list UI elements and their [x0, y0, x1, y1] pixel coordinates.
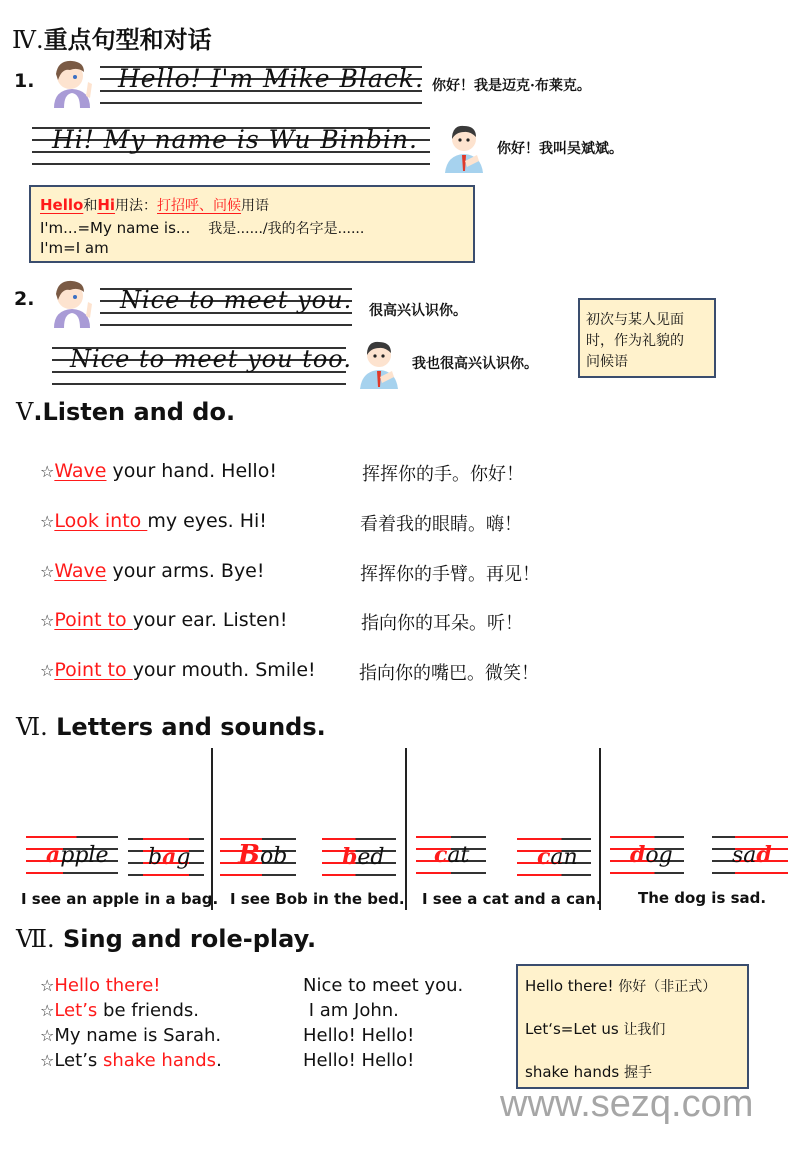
note-1-line-2: [40, 218, 364, 238]
song-line-2: ☆Let’s be friends.: [40, 1000, 199, 1021]
note-hi: Hi: [97, 196, 116, 214]
phrases-note-line-1: Hello there! 你好（非正式）: [525, 977, 717, 995]
note-hello: Hello: [40, 196, 84, 214]
listen-item-3-zh: 挥挥你的手臂。再见！: [360, 564, 540, 585]
song-line-3: ☆My name is Sarah.: [40, 1025, 222, 1046]
note-line-2-zh: 我是....../我的名字是......: [208, 221, 365, 237]
star-icon: ☆: [40, 611, 55, 630]
star-icon: ☆: [40, 512, 55, 531]
listen-item-1: [40, 460, 277, 482]
song-right-3: Hello! Hello!: [303, 1025, 415, 1046]
divider: [405, 748, 407, 910]
word-can: can: [517, 838, 591, 882]
note-1-line-1: [40, 195, 269, 215]
listen-item-1-rest: your hand. Hello!: [106, 460, 277, 482]
greeting-note-line-2: 时，作为礼貌的: [586, 333, 684, 349]
section-5-numeral: Ⅴ: [16, 398, 34, 426]
section-7-numeral: Ⅶ.: [16, 925, 55, 953]
wu-binbin-avatar-icon-2: [358, 337, 400, 389]
listen-item-5-key: Point to: [54, 659, 133, 681]
phrases-note-line-3: shake hands 握手: [525, 1063, 652, 1081]
listen-item-1-key: Wave: [54, 460, 107, 482]
section-7-heading: [16, 925, 316, 953]
listen-item-3-rest: your arms. Bye!: [106, 560, 265, 582]
dialog-2-line-1: Nice to meet you.: [120, 286, 353, 314]
listen-item-4-zh: 指向你的耳朵。听！: [361, 613, 523, 634]
listen-item-4: [40, 609, 288, 631]
song-line-4: ☆Let’s shake hands.: [40, 1050, 222, 1071]
note-purpose: 打招呼、问候: [157, 198, 242, 214]
listen-item-2-rest: my eyes. Hi!: [147, 510, 267, 532]
greeting-note: [578, 298, 716, 378]
listen-item-5-rest: your mouth. Smile!: [132, 659, 316, 681]
dialog-1-number: 1.: [14, 70, 35, 92]
section-6-numeral: Ⅵ.: [16, 713, 48, 741]
listen-item-2: [40, 510, 267, 532]
hello-hi-usage-note: [29, 185, 475, 263]
dialog-2-line-1-zh: 很高兴认识你。: [369, 303, 467, 319]
section-5-title: .Listen and do.: [33, 398, 236, 426]
star-icon: ☆: [40, 1001, 55, 1020]
note-usage: 用法：: [115, 198, 158, 214]
word-bed: bed: [322, 838, 396, 882]
song-right-1: Nice to meet you.: [303, 975, 464, 996]
listen-item-5-zh: 指向你的嘴巴。微笑！: [359, 663, 539, 684]
listen-item-2-key: Look into: [54, 510, 148, 532]
listen-item-5: [40, 659, 316, 681]
caption-2: I see Bob in the bed.: [230, 890, 405, 908]
dialog-1-line-2-zh: 你好！我叫吴斌斌。: [497, 141, 623, 157]
word-apple: apple: [26, 836, 118, 880]
listen-item-3-key: Wave: [54, 560, 107, 582]
wu-binbin-avatar-icon: [443, 121, 485, 173]
section-4-title: 重点句型和对话: [43, 25, 212, 54]
dialog-2-number: 2.: [14, 288, 35, 310]
word-bob: Bob: [220, 838, 296, 882]
word-bag: bag: [128, 838, 204, 882]
note-line-2-en: I'm...=My name is...: [40, 219, 191, 237]
song-line-1: ☆Hello there!: [40, 975, 161, 996]
mike-avatar-icon-2: [48, 276, 96, 328]
divider: [211, 748, 213, 910]
listen-item-1-zh: 挥挥你的手。你好！: [362, 464, 524, 485]
dialog-1-line-1: Hello! I'm Mike Black.: [118, 64, 424, 93]
caption-3: I see a cat and a can.: [422, 890, 602, 908]
mike-avatar-icon: [48, 56, 96, 108]
dialog-2-line-2: Nice to meet you too.: [70, 345, 352, 373]
listen-item-3: [40, 560, 265, 582]
dialog-2-line-2-zh: 我也很高兴认识你。: [412, 356, 538, 372]
star-icon: ☆: [40, 1026, 55, 1045]
star-icon: ☆: [40, 661, 55, 680]
section-7-title: Sing and role-play.: [54, 925, 317, 953]
section-4-numeral: Ⅳ.: [12, 26, 44, 54]
song-right-4: Hello! Hello!: [303, 1050, 415, 1071]
greeting-note-line-1: 初次与某人见面: [586, 312, 684, 328]
phrases-note: [516, 964, 749, 1089]
section-4-heading: [12, 20, 212, 55]
listen-item-4-rest: your ear. Listen!: [132, 609, 288, 631]
listen-item-2-zh: 看着我的眼睛。嗨！: [360, 514, 522, 535]
star-icon: ☆: [40, 462, 55, 481]
note-suffix: 用语: [241, 198, 270, 214]
song-right-2: I am John.: [303, 1000, 399, 1021]
caption-4: The dog is sad.: [638, 889, 767, 907]
section-6-heading: [16, 713, 326, 741]
section-6-title: Letters and sounds.: [47, 713, 326, 741]
note-and: 和: [83, 198, 98, 214]
listen-item-4-key: Point to: [54, 609, 133, 631]
star-icon: ☆: [40, 976, 55, 995]
caption-1: I see an apple in a bag.: [21, 890, 219, 908]
star-icon: ☆: [40, 562, 55, 581]
dialog-1-line-2: Hi! My name is Wu Binbin.: [52, 125, 418, 154]
phrases-note-line-2: Let‘s=Let us 让我们: [525, 1020, 666, 1038]
watermark: www.sezq.com: [500, 1083, 754, 1125]
divider: [599, 748, 601, 910]
dialog-1-line-1-zh: 你好！我是迈克·布莱克。: [432, 78, 591, 94]
section-5-heading: [16, 398, 235, 426]
word-dog: dog: [610, 836, 684, 880]
note-1-line-3: I'm=I am: [40, 239, 109, 257]
star-icon: ☆: [40, 1051, 55, 1070]
word-cat: cat: [416, 836, 486, 880]
greeting-note-line-3: 问候语: [586, 354, 628, 370]
word-sad: sad: [712, 836, 788, 880]
greeting-note-text: [586, 310, 684, 373]
